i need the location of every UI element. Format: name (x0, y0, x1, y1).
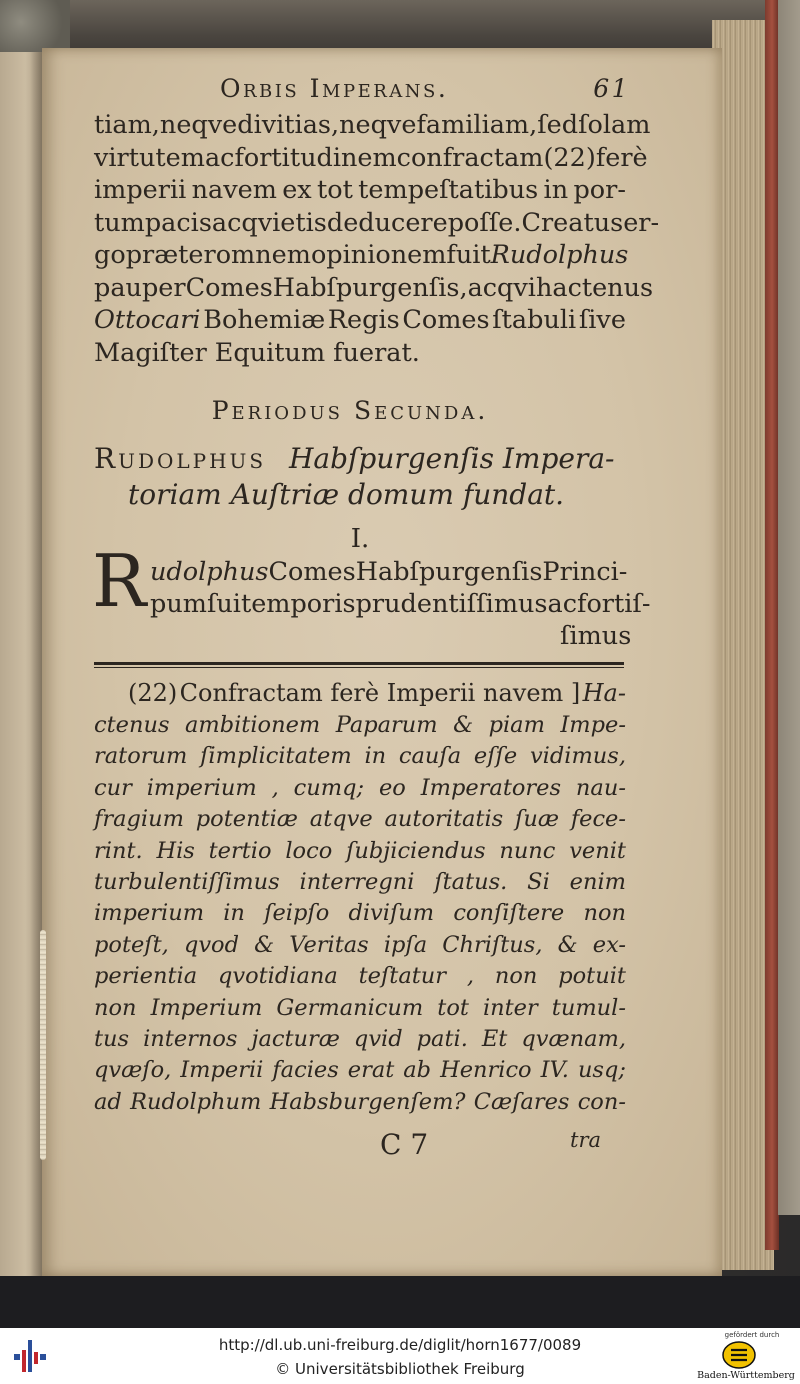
footnote-word: His (156, 837, 195, 864)
paragraph-line-2 (150, 588, 651, 620)
body-word: ferè (595, 142, 648, 173)
footnote-word: qvod (183, 931, 240, 958)
body-word: familiam (416, 110, 530, 140)
body-word: Equitum (214, 337, 326, 368)
footnote-line (94, 1024, 626, 1055)
footnote-line (94, 867, 626, 898)
footnote-word: , (466, 963, 475, 990)
body-word: , (529, 110, 538, 140)
paragraph-line-1 (150, 556, 626, 588)
body-word: tot (317, 175, 353, 205)
footnote-word: nau- (575, 774, 626, 801)
footnote-word: inter (482, 994, 538, 1021)
permalink[interactable]: http://dl.ub.uni-freiburg.de/diglit/horn1677/0089 (218, 1336, 582, 1354)
footnote-word: cur (94, 774, 132, 801)
running-title: Orbis Imperans. (220, 74, 449, 103)
footnote-word: ſeipſo (264, 900, 330, 927)
footnote-word: poteſt, (94, 931, 169, 958)
footnote-word: ſubjiciendus (346, 837, 486, 864)
body-word: Bohemiæ (203, 305, 326, 335)
footnote-word: turbulentiſſimus (94, 869, 280, 895)
footnote-line (94, 993, 626, 1024)
spine-cloth (0, 0, 70, 55)
footnote-word: qvæſo, (94, 1057, 172, 1084)
footnote-word: qvotidiana (217, 963, 338, 990)
footnote-word: cumq; (293, 774, 365, 801)
body-word: poſſe. (447, 207, 522, 238)
footnote-word: & (254, 931, 275, 958)
body-word: divitias, (237, 110, 340, 140)
footnote-word: Veritas (289, 931, 369, 958)
body-word: Comes (402, 305, 490, 335)
footnote-word: usq; (577, 1057, 626, 1084)
footnote-word: non (494, 963, 538, 990)
paragraph-word: temporis (240, 589, 356, 619)
body-word: Habſpurgenſis, (272, 272, 468, 303)
body-word: confractam (396, 142, 544, 173)
footnote-line (94, 836, 626, 867)
footnote-word: venit (569, 837, 626, 864)
body-word: præter (125, 240, 216, 270)
red-page-edge (765, 0, 779, 1250)
body-word: in (543, 175, 569, 205)
body-word: opinionem (310, 240, 447, 270)
body-word: Regis (327, 305, 400, 335)
chapter-heading-line-1 (94, 442, 626, 475)
footnote-word: pati. (416, 1026, 468, 1052)
footnote-word: ſimplicitatem (200, 743, 352, 770)
footnote-word: in (364, 743, 387, 770)
footnote-word: fragium (94, 806, 184, 833)
body-word: er- (623, 207, 660, 238)
footnote-word: qvænam, (521, 1026, 626, 1052)
body-word: tempeſtatibus (358, 175, 539, 205)
footnote-word: internos (143, 1026, 238, 1052)
footnote-word: non (583, 900, 626, 927)
body-word: go (94, 240, 126, 270)
footnote-word: tertio (208, 837, 272, 864)
body-word: virtutem (94, 142, 205, 173)
paragraph-word: Princi- (542, 557, 628, 587)
body-word: omnem (215, 240, 311, 270)
footnote-word: ex- (592, 931, 626, 958)
period-heading: Periodus Secunda. (211, 396, 489, 425)
footnote-word: Si (527, 869, 550, 895)
page-number: 61 (593, 74, 630, 103)
paragraph-word: ac (547, 589, 577, 619)
running-head (220, 74, 630, 108)
footnote-word: piam (488, 712, 545, 738)
footnote-word: imperium (146, 774, 257, 801)
body-word: fuit (446, 240, 491, 270)
footnote-word: Et (481, 1026, 508, 1052)
body-word: pauper (94, 272, 186, 303)
footnote-word: conſiſtere (453, 900, 565, 927)
footnote-lemma: Confractam ferè Imperii navem ] (179, 679, 581, 707)
sponsor-label: gefördert durch (724, 1331, 780, 1339)
state-emblem-icon (722, 1341, 756, 1369)
footnote-word: interregni (299, 869, 415, 895)
footnote-word: , (271, 774, 279, 801)
footnote-line (94, 1087, 626, 1118)
chapter-heading-italic-1: Habſpurgenſis Impera- (289, 442, 615, 475)
footnote-word: ipſa (383, 931, 428, 958)
book-cover-edge (778, 0, 800, 1215)
footnote-line (94, 1055, 626, 1086)
footnote-line (94, 961, 626, 992)
footnote-word: ſtatus. (434, 869, 508, 895)
footnote-word: ad (94, 1088, 122, 1115)
body-word: Rudolphus (490, 240, 629, 270)
footnote-word: Imperium (150, 994, 263, 1021)
footnote-word: Henrico (440, 1057, 532, 1084)
footnote-word: in (223, 900, 245, 927)
footnote-marker: (22) (128, 679, 178, 707)
body-word: neqve (159, 110, 238, 140)
body-line (94, 142, 648, 174)
body-line (94, 304, 626, 336)
bookmark-ribbon (40, 930, 46, 1160)
footnote-line (128, 678, 626, 709)
body-word: hactenus (535, 272, 654, 303)
body-line (94, 272, 654, 304)
footnote-word: enim (569, 869, 626, 895)
chapter-heading-line-2: toriam Auſtriæ domum fundat. (128, 478, 565, 511)
body-word: imperii (94, 175, 187, 205)
footnote-word: ſuæ (515, 806, 559, 833)
footnote-word: tumul- (551, 994, 626, 1021)
paragraph-word: ſui (206, 589, 241, 619)
body-word: fuerat. (333, 337, 420, 368)
viewer-footer (0, 1328, 800, 1384)
footnote-word: tot (437, 994, 469, 1021)
paragraph-word: udolphus (150, 557, 269, 587)
footnote-word: Impe- (560, 712, 626, 738)
body-line (94, 109, 651, 141)
footnote-word: IV. (540, 1057, 569, 1084)
footnote-word: facies (272, 1057, 339, 1084)
footnote-word: ambitionem (184, 712, 321, 738)
body-word: (22) (543, 142, 596, 173)
footnote-word: eſſe (473, 743, 518, 770)
footnote-word: con- (577, 1088, 626, 1115)
body-word: navem (191, 175, 277, 205)
paragraph-word: fortiſ- (577, 589, 651, 619)
footnote-word: fece- (570, 806, 626, 833)
paragraph-word: Habſpurgenſis (355, 557, 543, 587)
body-word: qvietis (241, 207, 327, 238)
paragraph-word: Comes (268, 557, 356, 587)
footnote-word: tus (94, 1026, 130, 1052)
footnote-word: Imperii (180, 1057, 264, 1084)
footnote-word: eo (378, 774, 406, 801)
footnote-line (94, 773, 626, 804)
footnote-word: Habsburgenſem? (269, 1088, 466, 1115)
body-line (94, 239, 629, 271)
footnote-word: Germanicum (276, 994, 424, 1021)
body-word: neqve (339, 110, 417, 140)
body-word: Creatus (521, 207, 624, 238)
body-line (94, 174, 626, 206)
body-word: ex (282, 175, 312, 205)
body-word: ſive (578, 305, 626, 335)
body-word: ſtabuli (492, 305, 577, 335)
footnote-word: cauſa (398, 743, 462, 770)
footnote-word: loco (285, 837, 333, 864)
drop-cap: R (92, 539, 147, 623)
footnote-word: Imperatores (420, 774, 562, 801)
scan-background (0, 1276, 800, 1328)
body-word: ac (204, 142, 235, 173)
section-number: I. (350, 524, 370, 554)
footnote-word: Ha- (582, 679, 626, 707)
footnote-word: & (453, 712, 474, 738)
paragraph-line-3 (560, 620, 632, 652)
signature-mark: C 7 (380, 1128, 429, 1161)
footnote-word: atqve (309, 806, 373, 833)
paragraph-word: prudentiſſimus (355, 589, 548, 619)
footnote-word: qvid (353, 1026, 403, 1052)
footnote-line (94, 741, 626, 772)
body-word: ac (467, 272, 498, 303)
body-word: por- (573, 175, 626, 205)
body-word: ſed (537, 110, 579, 140)
footnote-line (94, 898, 626, 929)
chapter-heading-name: Rudolphus (94, 442, 267, 475)
paragraph-word: ſimus (560, 621, 632, 651)
footnote-word: ratorum (94, 743, 188, 770)
body-word: ac (211, 207, 242, 238)
footnote-word: & (557, 931, 578, 958)
footnote-word: Rudolphum (130, 1088, 262, 1115)
footnote-word: diviſum (348, 900, 435, 927)
footnote-word: perientia (94, 963, 198, 990)
footnote-word: nunc (499, 837, 556, 864)
footnote-word: potentiæ (195, 806, 298, 833)
body-line (94, 207, 660, 239)
footnote-line (94, 930, 626, 961)
body-word: tiam, (94, 110, 160, 140)
footnote-word: potuit (558, 963, 626, 990)
footnote-word: imperium (94, 900, 205, 927)
footnote-word: Cæſares (473, 1088, 570, 1115)
footnote-word: erat (347, 1057, 395, 1084)
body-line (94, 337, 626, 369)
footnote-word: Paparum (335, 712, 438, 738)
body-word: Magiſter (94, 337, 207, 368)
copyright-notice: © Universitätsbibliothek Freiburg (275, 1360, 525, 1378)
body-word: Ottocari (94, 305, 201, 335)
footnote-word: Chriſtus, (442, 931, 543, 958)
body-word: qvi (497, 272, 536, 303)
footnote-word: vidimus, (529, 743, 626, 770)
footnote-word: rint. (94, 837, 143, 864)
body-word: Comes (185, 272, 273, 303)
footnote-word: teſtatur (358, 963, 447, 990)
paragraph-word: pum (150, 589, 207, 619)
body-word: deducere (326, 207, 448, 238)
footnote-line (94, 804, 626, 835)
body-word: tum (94, 207, 145, 238)
body-word: ſolam (578, 110, 651, 140)
body-word: pacis (144, 207, 212, 238)
sponsor-name: Baden-Württemberg (697, 1370, 795, 1381)
footnote-rule (94, 662, 624, 668)
footnote-word: non (94, 994, 137, 1021)
footnote-word: ab (403, 1057, 432, 1084)
footnote-word: jacturæ (251, 1026, 340, 1052)
footnote-line (94, 710, 626, 741)
footnote-word: ctenus (94, 712, 170, 738)
catchword: tra (570, 1128, 601, 1152)
footnote-word: autoritatis (384, 806, 504, 833)
body-word: fortitudinem (234, 142, 397, 173)
